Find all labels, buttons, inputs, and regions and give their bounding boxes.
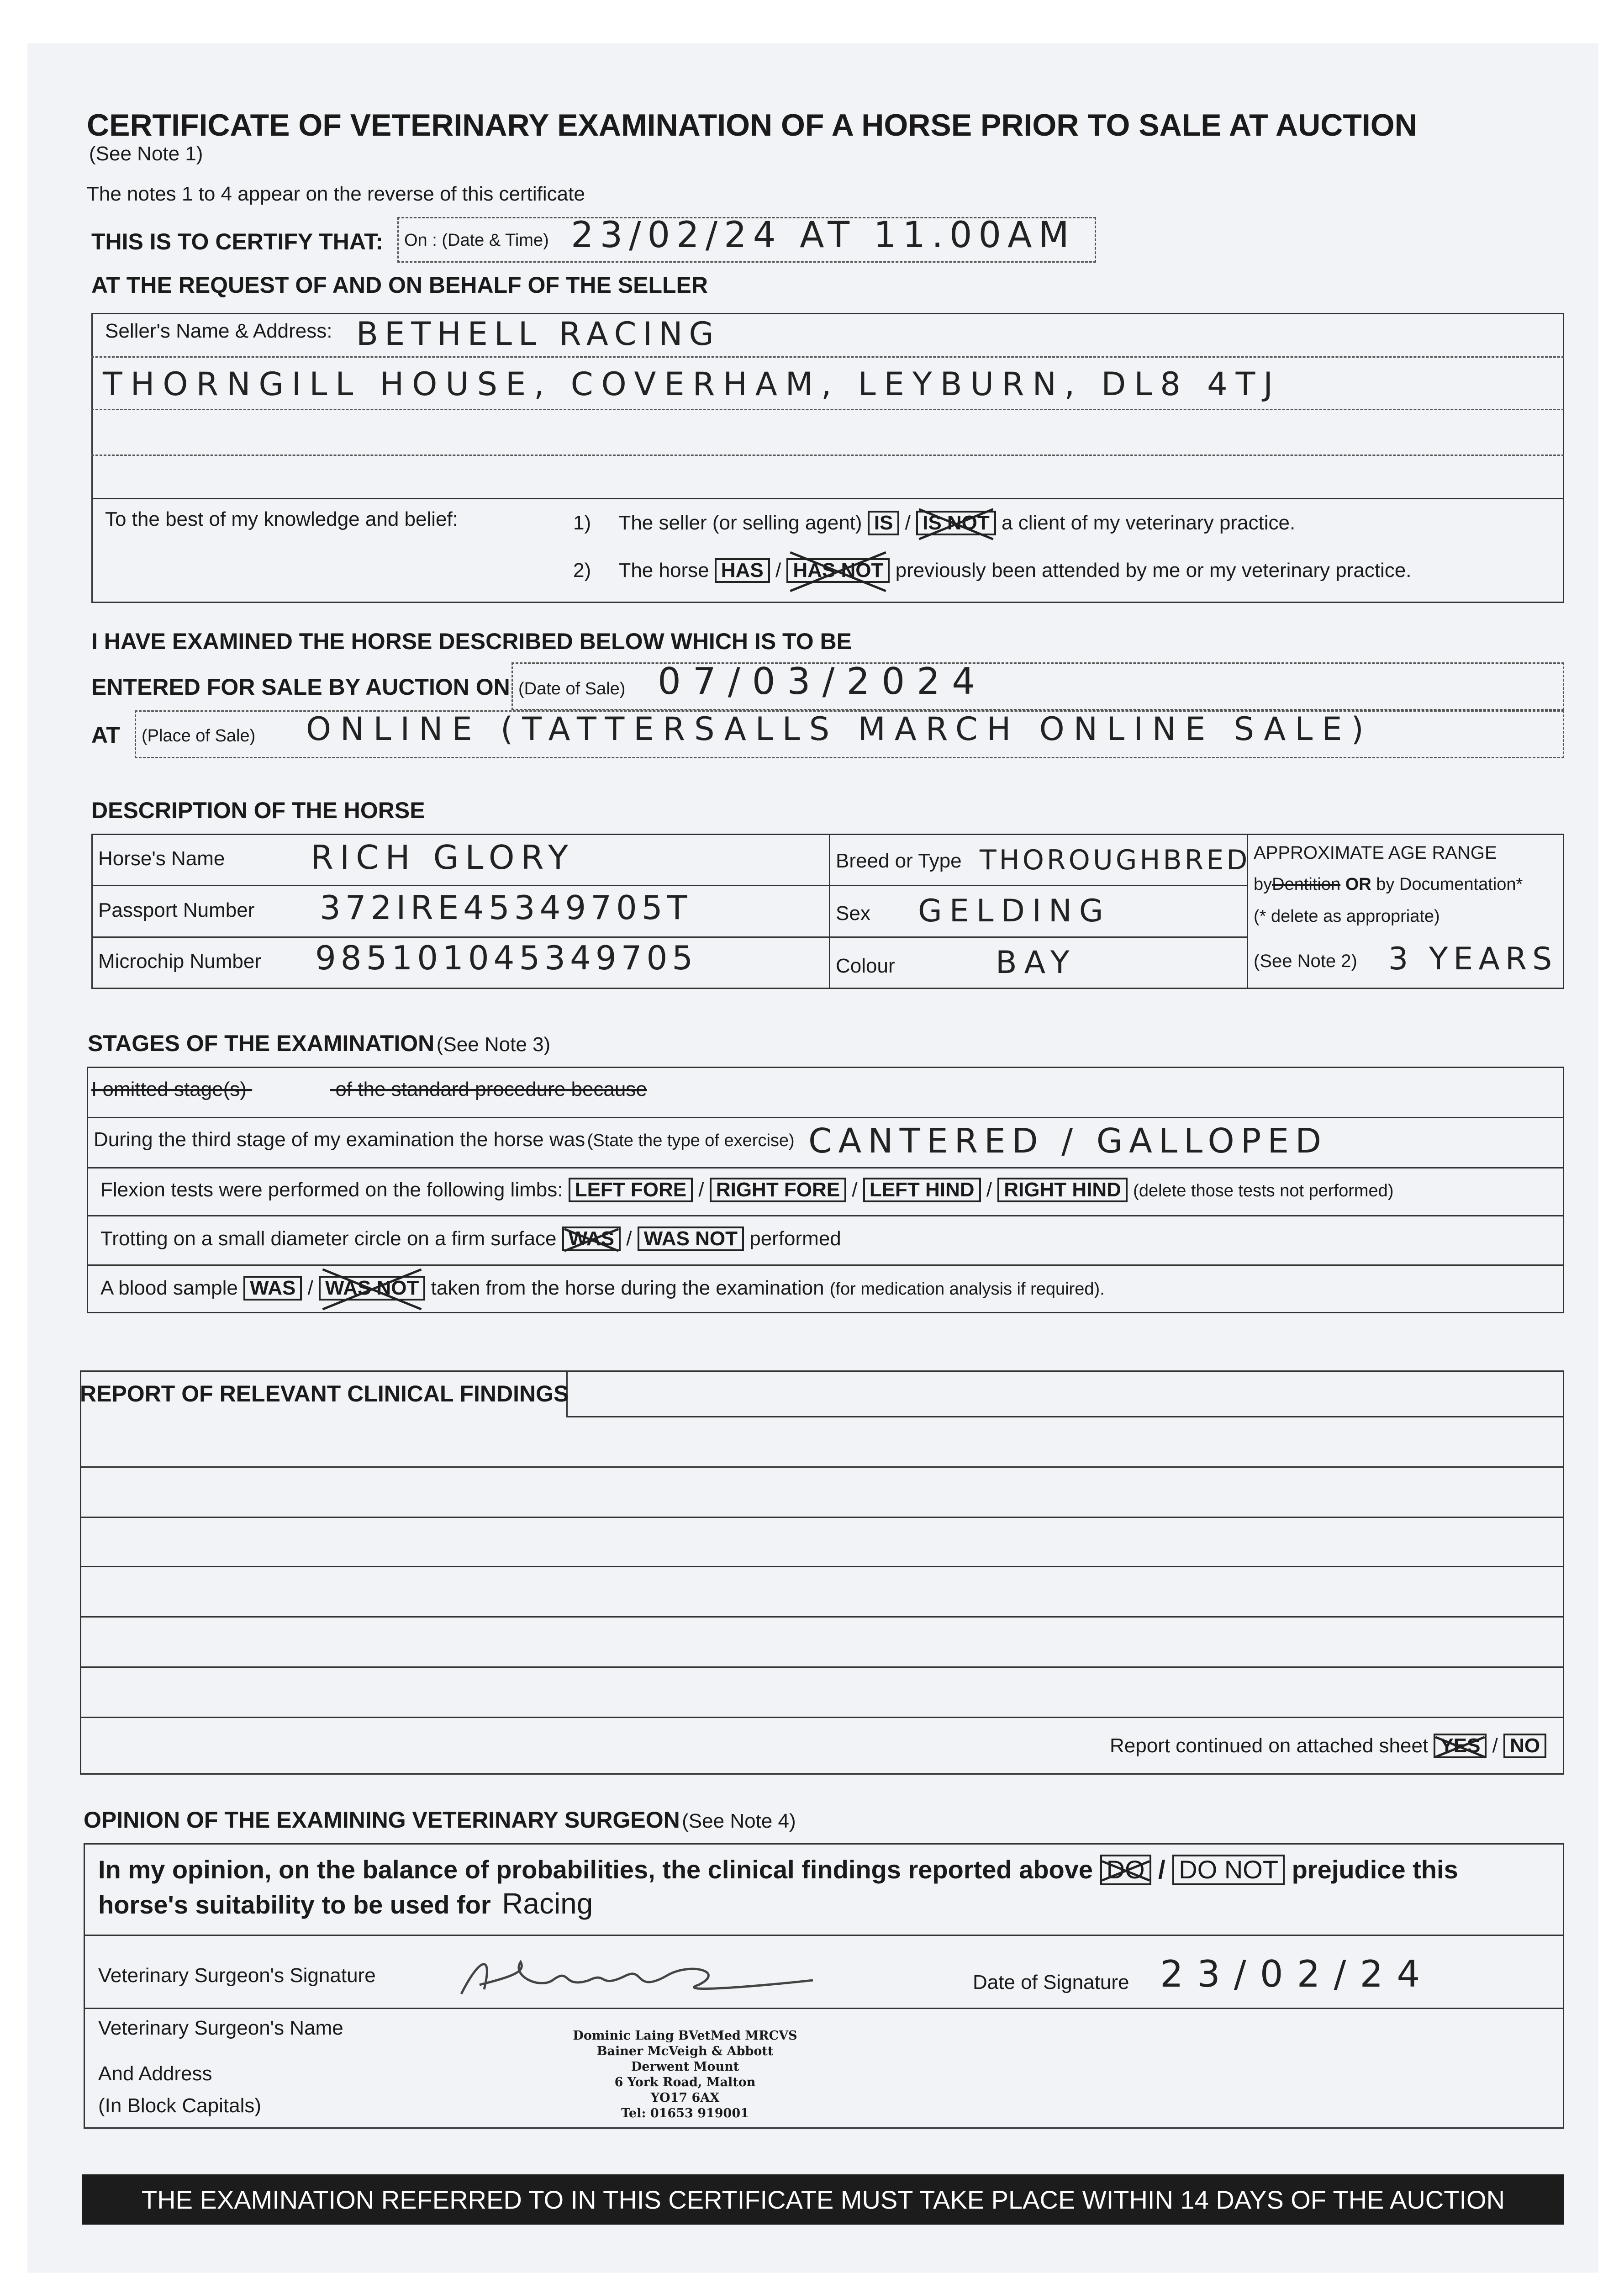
age-by: by — [1254, 875, 1272, 894]
stamp-line: YO17 6AX — [650, 2091, 720, 2105]
age-dentition[interactable]: Dentition — [1272, 875, 1341, 894]
third-stage-value: CANTERED / GALLOPED — [808, 1121, 1328, 1161]
has-not-option[interactable]: HAS NOT — [786, 558, 890, 583]
seller-label: Seller's Name & Address: — [105, 320, 332, 342]
horse-name-label: Horse's Name — [98, 847, 225, 870]
omitted-stages — [91, 1078, 647, 1101]
report-line — [80, 1616, 1564, 1618]
blood-label: A blood sample — [100, 1277, 238, 1299]
blood-was-option[interactable]: WAS — [243, 1276, 302, 1301]
opinion-text-post: prejudice this — [1292, 1855, 1458, 1884]
stages-divider — [87, 1264, 1564, 1266]
table-col-divider — [829, 834, 830, 989]
age-heading: APPROXIMATE AGE RANGE — [1254, 843, 1497, 863]
age-see-note: (See Note 2) — [1254, 951, 1357, 971]
item2-num: 2) — [573, 559, 591, 582]
do-not-option[interactable]: DO NOT — [1172, 1855, 1285, 1885]
report-continued-label: Report continued on attached sheet — [1110, 1734, 1429, 1757]
vet-stamp — [525, 2028, 845, 2121]
knowledge-item-2 — [573, 558, 1412, 583]
microchip-label: Microchip Number — [98, 950, 261, 973]
omitted-a: I omitted stage(s) — [91, 1078, 247, 1100]
sex-value: GELDING — [918, 893, 1111, 929]
date-of-sale-label: (Date of Sale) — [518, 679, 626, 698]
stages-heading-row — [88, 1030, 550, 1057]
left-fore-option[interactable]: LEFT FORE — [569, 1178, 693, 1202]
stages-divider — [87, 1215, 1564, 1216]
sex-label: Sex — [836, 902, 870, 925]
colour-label: Colour — [836, 955, 895, 977]
opinion-note: (See Note 4) — [682, 1810, 796, 1832]
knowledge-label: To the best of my knowledge and belief: — [105, 508, 458, 530]
address-label: And Address — [98, 2062, 212, 2085]
seller-address: THORNGILL HOUSE, COVERHAM, LEYBURN, DL8 4TJ — [103, 365, 1281, 403]
microchip-value: 985101045349705 — [315, 939, 698, 977]
place-of-sale-value: ONLINE (TATTERSALLS MARCH ONLINE SALE) — [306, 710, 1373, 748]
flexion-label: Flexion tests were performed on the following limbs: — [100, 1179, 563, 1201]
left-hind-option[interactable]: LEFT HIND — [863, 1178, 981, 1202]
horse-name-value: RICH GLORY — [311, 838, 575, 877]
report-heading: REPORT OF RELEVANT CLINICAL FINDINGS — [80, 1381, 569, 1406]
report-line — [80, 1566, 1564, 1567]
see-note-1: (See Note 1) — [89, 143, 203, 165]
opinion-heading-row — [84, 1807, 796, 1833]
opinion-text-row: In my opinion, on the balance of probabilities, the clinical findings reported above DO / DO NOT prejudice this — [98, 1855, 1458, 1885]
seller-divider — [91, 356, 1564, 358]
trot-row: Trotting on a small diameter circle on a firm surface WAS / WAS NOT performed — [100, 1227, 841, 1251]
table-row-divider — [91, 885, 1247, 886]
stamp-line: Derwent Mount — [631, 2060, 739, 2074]
is-not-option[interactable]: IS NOT — [916, 511, 996, 535]
item1-num: 1) — [573, 512, 591, 534]
seller-divider — [91, 455, 1564, 456]
has-option[interactable]: HAS — [715, 558, 770, 583]
is-option[interactable]: IS — [868, 511, 900, 535]
flexion-note: (delete those tests not performed) — [1133, 1181, 1394, 1200]
report-line — [80, 1466, 1564, 1468]
report-line — [566, 1416, 1564, 1417]
blood-was-not-option[interactable]: WAS NOT — [319, 1276, 425, 1301]
opinion-divider — [84, 1935, 1564, 1936]
stages-heading: STAGES OF THE EXAMINATION — [88, 1031, 435, 1056]
item1-post: a client of my veterinary practice. — [1002, 512, 1296, 534]
report-box — [80, 1370, 1564, 1775]
trot-was-not-option[interactable]: WAS NOT — [638, 1227, 744, 1251]
seller-divider — [91, 409, 1564, 410]
signature-mark — [452, 1944, 827, 2003]
blood-post: taken from the horse during the examination — [431, 1277, 824, 1299]
report-continued-row: Report continued on attached sheet YES / NO — [1110, 1734, 1546, 1758]
blood-note: (for medication analysis if required). — [829, 1279, 1105, 1299]
stamp-line: Tel: 01653 919001 — [621, 2106, 749, 2120]
at-label: AT — [91, 722, 120, 748]
age-delete-note: (* delete as appropriate) — [1254, 907, 1440, 926]
age-or: OR — [1345, 875, 1371, 894]
stages-note: (See Note 3) — [436, 1033, 551, 1056]
stamp-line: 6 York Road, Malton — [614, 2075, 756, 2089]
report-yes-option[interactable]: YES — [1434, 1734, 1487, 1758]
date-of-sale-value: 07/03/2024 — [658, 660, 987, 703]
footer-banner: THE EXAMINATION REFERRED TO IN THIS CERTIFICATE MUST TAKE PLACE WITHIN 14 DAYS OF THE AUCTION — [82, 2174, 1564, 2225]
age-value: 3 YEARS — [1388, 941, 1558, 977]
third-stage-row — [94, 1128, 795, 1151]
colour-value: BAY — [996, 945, 1077, 981]
age-documentation[interactable]: by Documentation* — [1376, 875, 1523, 894]
right-fore-option[interactable]: RIGHT FORE — [710, 1178, 846, 1202]
table-row-divider — [91, 936, 1247, 938]
stages-divider — [87, 1167, 1564, 1168]
blood-row: A blood sample WAS / WAS NOT taken from the horse during the examination (for medication analysis if required). — [100, 1276, 1105, 1301]
opinion-line-2 — [98, 1887, 593, 1920]
seller-divider — [91, 498, 1564, 499]
request-label: AT THE REQUEST OF AND ON BEHALF OF THE SELLER — [91, 272, 708, 298]
stamp-line: Dominic Laing BVetMed MRCVS — [573, 2029, 797, 2043]
item1-pre: The seller (or selling agent) — [618, 512, 862, 534]
place-of-sale-label: (Place of Sale) — [142, 726, 256, 745]
opinion-divider — [84, 2008, 1564, 2009]
stages-divider — [87, 1117, 1564, 1118]
examined-line-1: I HAVE EXAMINED THE HORSE DESCRIBED BELOW WHICH IS TO BE — [91, 629, 852, 654]
omitted-b: of the standard procedure because — [335, 1078, 647, 1100]
examined-line-2: ENTERED FOR SALE BY AUCTION ON — [91, 674, 510, 700]
breed-value: THOROUGHBRED — [980, 844, 1250, 876]
slash: / — [775, 559, 781, 582]
report-line — [80, 1666, 1564, 1668]
flexion-row: Flexion tests were performed on the following limbs: LEFT FORE / RIGHT FORE / LEFT HIND / RIGHT HIND (delete those tests not performed) — [100, 1178, 1393, 1202]
opinion-purpose: Racing — [502, 1887, 593, 1920]
item2-pre: The horse — [618, 559, 709, 582]
passport-label: Passport Number — [98, 899, 255, 921]
description-heading: DESCRIPTION OF THE HORSE — [91, 798, 425, 823]
knowledge-item-1 — [573, 511, 1295, 535]
name-label: Veterinary Surgeon's Name — [98, 2017, 343, 2039]
certificate-title: CERTIFICATE OF VETERINARY EXAMINATION OF A HORSE PRIOR TO SALE AT AUCTION — [87, 108, 1417, 143]
report-no-option[interactable]: NO — [1503, 1734, 1546, 1758]
item2-post: previously been attended by me or my veterinary practice. — [895, 559, 1412, 582]
do-option[interactable]: DO — [1100, 1855, 1151, 1885]
on-date-label: On : (Date & Time) — [404, 231, 549, 250]
slash: / — [905, 512, 911, 534]
right-hind-option[interactable]: RIGHT HIND — [997, 1178, 1128, 1202]
report-line — [80, 1717, 1564, 1718]
date-of-signature-value: 23/02/24 — [1160, 1953, 1434, 1995]
trot-label: Trotting on a small diameter circle on a firm surface — [100, 1227, 557, 1250]
third-stage-label: During the third stage of my examination the horse was — [94, 1128, 585, 1151]
on-date-value: 23/02/24 AT 11.00AM — [571, 215, 1076, 256]
age-method — [1254, 875, 1523, 894]
third-stage-hint: (State the type of exercise) — [587, 1131, 795, 1150]
passport-value: 372IRE45349705T — [320, 888, 692, 927]
opinion-heading: OPINION OF THE EXAMINING VETERINARY SURGEON — [84, 1807, 680, 1833]
opinion-text-pre: In my opinion, on the balance of probabilities, the clinical findings reported above — [98, 1855, 1093, 1884]
opinion-text-line2: horse's suitability to be used for — [98, 1890, 491, 1919]
trot-post: performed — [749, 1227, 841, 1250]
date-of-signature-label: Date of Signature — [973, 1971, 1129, 1993]
seller-name: BETHELL RACING — [356, 315, 720, 353]
breed-label: Breed or Type — [836, 850, 962, 872]
notes-line: The notes 1 to 4 appear on the reverse of this certificate — [87, 183, 585, 205]
report-line — [80, 1517, 1564, 1518]
block-capitals-label: (In Block Capitals) — [98, 2094, 262, 2117]
certify-label: THIS IS TO CERTIFY THAT: — [91, 229, 383, 254]
trot-was-option[interactable]: WAS — [562, 1227, 621, 1251]
stamp-line: Bainer McVeigh & Abbott — [596, 2044, 774, 2058]
signature-label: Veterinary Surgeon's Signature — [98, 1964, 376, 1987]
